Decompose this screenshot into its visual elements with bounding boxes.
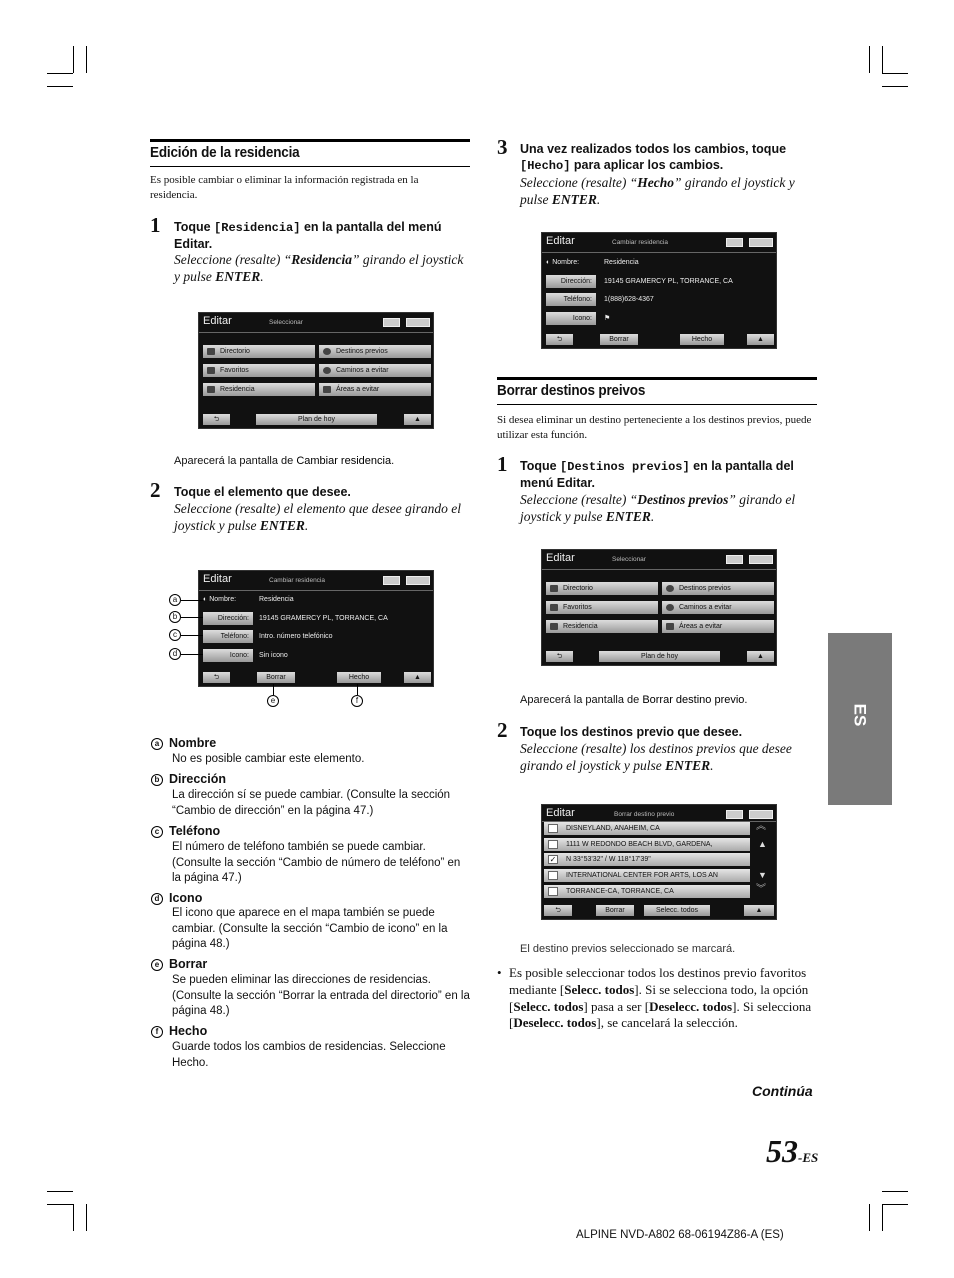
nombre-label: ◐ Nombre: <box>203 596 237 603</box>
def-direccion-desc: La dirección sí se puede cambiar. (Consulte la sección “Cambio de dirección” en la página 47.) <box>172 789 451 817</box>
nombre-label: ◐ Nombre: <box>546 259 580 266</box>
telefono-value: Intro. número telefónico <box>259 633 333 640</box>
page-up-icon[interactable]: ︽ <box>756 821 766 832</box>
borrar-destino-screen <box>541 804 777 920</box>
heart-icon <box>207 367 215 374</box>
no-area-icon <box>666 623 674 630</box>
home-name-icon: ◐ <box>203 596 208 603</box>
callout-d: d <box>169 648 181 660</box>
section-title-edicion: Edición de la residencia <box>150 144 300 161</box>
step1-detail: Seleccione (resalte) “Residencia” girando el joystick y pulse ENTER. <box>174 252 464 284</box>
destinos-previos-button[interactable]: Destinos previos <box>319 345 431 358</box>
residencia-button[interactable]: Residencia <box>546 620 658 633</box>
screen-title: Editar <box>203 315 232 327</box>
def-borrar: e Borrar <box>151 957 207 971</box>
step2-right-detail: Seleccione (resalte) los destinos previos que desee girando el joystick y pulse ENTER. <box>520 741 792 773</box>
back-button[interactable]: ⮌ <box>546 334 573 345</box>
step2-detail: Seleccione (resalte) el elemento que desee girando el joystick y pulse ENTER. <box>174 501 462 533</box>
house-icon <box>207 386 215 393</box>
no-road-icon <box>666 604 674 611</box>
intro-borrar: Si desea eliminar un destino perteneciente a los destinos previos, puede utilizar esta función. <box>497 414 812 441</box>
up-button[interactable]: ▲ <box>404 414 431 425</box>
editar-menu-screen-2 <box>541 549 777 666</box>
heart-icon <box>550 604 558 611</box>
destino-row-selected[interactable]: ✓ N 33°53'32" / W 118°17'39" <box>544 853 750 866</box>
language-tab <box>828 633 892 805</box>
screen-title: Editar <box>546 807 575 819</box>
def-telefono: c Teléfono <box>151 824 220 838</box>
flag-icon: ⚑ <box>604 315 611 322</box>
destino-row[interactable]: 1111 W REDONDO BEACH BLVD, GARDENA, <box>544 838 750 851</box>
icono-button[interactable]: Icono: <box>203 649 253 662</box>
destino-row[interactable]: INTERNATIONAL CENTER FOR ARTS, LOS AN <box>544 869 750 882</box>
nombre-value: Residencia <box>604 259 639 266</box>
screen-icon[interactable] <box>383 576 400 585</box>
def-nombre-desc: No es posible cambiar este elemento. <box>172 753 365 765</box>
callout-c: c <box>169 629 181 641</box>
step1-right-detail: Seleccione (resalte) “Destinos previos” girando el joystick y pulse ENTER. <box>520 492 796 524</box>
caminos-evitar-button[interactable]: Caminos a evitar <box>662 601 774 614</box>
keypad-icon[interactable] <box>749 555 773 564</box>
checkbox[interactable] <box>548 871 558 880</box>
caption-destino-marcado: El destino previos seleccionado se marcará. <box>520 943 736 955</box>
keypad-icon[interactable] <box>406 576 430 585</box>
destino-row[interactable]: DISNEYLAND, ANAHEIM, CA <box>544 822 750 835</box>
up-button[interactable]: ▲ <box>404 672 431 683</box>
back-button[interactable]: ⮌ <box>203 414 230 425</box>
screen-subtitle: Seleccionar <box>269 319 303 326</box>
step-number: 2 <box>150 478 161 502</box>
directory-icon <box>207 348 215 355</box>
language-tab-label: ES <box>850 703 870 727</box>
intro-edicion: Es posible cambiar o eliminar la información registrada en la residencia. <box>150 174 419 201</box>
direccion-value: 19145 GRAMERCY PL, TORRANCE, CA <box>259 615 388 622</box>
callout-a: a <box>169 594 181 606</box>
step1-right-instruction: Toque [Destinos previos] en la pantalla del menú Editar. <box>520 459 794 490</box>
keypad-icon[interactable] <box>749 238 773 247</box>
destino-row[interactable]: TORRANCE-CA, TORRANCE, CA <box>544 885 750 898</box>
areas-evitar-button[interactable]: Áreas a evitar <box>662 620 774 633</box>
up-button[interactable]: ▲ <box>747 334 774 345</box>
callout-e: e <box>267 695 279 707</box>
borrar-button[interactable]: Borrar <box>600 334 638 345</box>
up-button[interactable]: ▲ <box>747 651 774 662</box>
telefono-button[interactable]: Teléfono: <box>203 630 253 643</box>
caption-borrar-destino: Aparecerá la pantalla de Borrar destino previo. <box>520 694 748 706</box>
direccion-button[interactable]: Dirección: <box>546 275 596 288</box>
areas-evitar-button[interactable]: Áreas a evitar <box>319 383 431 396</box>
plan-de-hoy-button[interactable]: Plan de hoy <box>256 414 377 425</box>
screen-subtitle: Cambiar residencia <box>269 577 325 584</box>
editar-menu-screen <box>198 312 434 429</box>
direccion-button[interactable]: Dirección: <box>203 612 253 625</box>
step2-right-instruction: Toque los destinos previo que desee. <box>520 725 743 739</box>
selecc-todos-button[interactable]: Selecc. todos <box>644 905 710 916</box>
section-title-borrar: Borrar destinos preivos <box>497 382 646 399</box>
def-hecho-desc: Guarde todos los cambios de residencias. Seleccione Hecho. <box>172 1041 446 1069</box>
back-button[interactable]: ⮌ <box>203 672 230 683</box>
step3-detail: Seleccione (resalte) “Hecho” girando el joystick y pulse ENTER. <box>520 175 795 207</box>
def-borrar-desc: Se pueden eliminar las direcciones de residencias. (Consulte la sección “Borrar la entrada del directorio” en la página 48.) <box>172 974 470 1017</box>
caminos-evitar-button[interactable]: Caminos a evitar <box>319 364 431 377</box>
scroll-down-icon[interactable]: ▼ <box>758 870 767 880</box>
callout-f: f <box>351 695 363 707</box>
step2-instruction: Toque el elemento que desee. <box>174 485 351 499</box>
screen-icon[interactable] <box>726 810 743 819</box>
cambiar-residencia-screen <box>198 570 434 687</box>
screen-icon[interactable] <box>726 555 743 564</box>
telefono-value: 1(888)628-4367 <box>604 296 654 303</box>
directory-icon <box>550 585 558 592</box>
icono-button[interactable]: Icono: <box>546 312 596 325</box>
bullet-selecc-todos: Es posible seleccionar todos los destinos previo favoritos mediante [Selecc. todos]. Si se selecciona todo, la opción [Selecc. todos] pasa a ser [Deselecc. todos]. Si selecciona [Deselecc. todos], se cancelará la selección. <box>509 965 812 1031</box>
residencia-button[interactable]: Residencia <box>203 383 315 396</box>
def-nombre: a Nombre <box>151 736 216 750</box>
borrar-button[interactable]: Borrar <box>257 672 295 683</box>
no-road-icon <box>323 367 331 374</box>
callout-b: b <box>169 611 181 623</box>
destinos-previos-button[interactable]: Destinos previos <box>662 582 774 595</box>
caption-cambiar-residencia: Aparecerá la pantalla de Cambiar residencia. <box>174 455 395 467</box>
up-button[interactable]: ▲ <box>744 905 774 916</box>
favoritos-button[interactable]: Favoritos <box>203 364 315 377</box>
checkmark-icon[interactable]: ✓ <box>549 854 557 864</box>
def-telefono-desc: El número de teléfono también se puede cambiar. (Consulte la sección “Cambio de número de teléfono” en la página 47.) <box>172 841 461 884</box>
checkbox[interactable] <box>548 824 558 833</box>
house-icon <box>550 623 558 630</box>
direccion-value: 19145 GRAMERCY PL, TORRANCE, CA <box>604 278 733 285</box>
screen-icon[interactable] <box>726 238 743 247</box>
favoritos-button[interactable]: Favoritos <box>546 601 658 614</box>
scroll-up-icon[interactable]: ▲ <box>758 839 767 849</box>
borrar-button[interactable]: Borrar <box>596 905 634 916</box>
screen-icon[interactable] <box>383 318 400 327</box>
footer-model: ALPINE NVD-A802 68-06194Z86-A (ES) <box>576 1229 784 1241</box>
step-number: 3 <box>497 135 508 159</box>
screen-subtitle: Seleccionar <box>612 556 646 563</box>
keypad-icon[interactable] <box>406 318 430 327</box>
hecho-button[interactable]: Hecho <box>680 334 724 345</box>
screen-subtitle: Cambiar residencia <box>612 239 668 246</box>
step-number: 2 <box>497 718 508 742</box>
back-button[interactable]: ⮌ <box>544 905 572 916</box>
def-icono-desc: El icono que aparece en el mapa también se puede cambiar. (Consulte la sección “Cambio de icono” en la página 48.) <box>172 907 448 950</box>
def-direccion: b Dirección <box>151 772 226 786</box>
plan-de-hoy-button[interactable]: Plan de hoy <box>599 651 720 662</box>
directorio-button[interactable]: Directorio <box>203 345 315 358</box>
nombre-value: Residencia <box>259 596 294 603</box>
screen-title: Editar <box>546 552 575 564</box>
directorio-button[interactable]: Directorio <box>546 582 658 595</box>
bullet-dot: • <box>497 965 502 980</box>
screen-subtitle: Borrar destino previo <box>614 811 675 818</box>
screen-title: Editar <box>546 235 575 247</box>
step1-instruction: Toque [Residencia] en la pantalla del menú Editar. <box>174 220 442 251</box>
cambiar-residencia-completed-screen <box>541 232 777 349</box>
page-number: 53-ES <box>766 1133 819 1169</box>
step3-instruction: Una vez realizados todos los cambios, toque [Hecho] para aplicar los cambios. <box>520 142 787 173</box>
keypad-icon[interactable] <box>749 810 773 819</box>
screen-title: Editar <box>203 573 232 585</box>
checkbox[interactable] <box>548 840 558 849</box>
home-name-icon: ◐ <box>546 259 551 266</box>
def-icono: d Icono <box>151 891 202 905</box>
clock-icon <box>323 348 331 355</box>
icono-value: Sin icono <box>259 652 288 659</box>
checkbox[interactable] <box>548 887 558 896</box>
def-hecho: f Hecho <box>151 1024 207 1038</box>
continua-label: Continúa <box>752 1083 813 1099</box>
back-button[interactable]: ⮌ <box>546 651 573 662</box>
step-number: 1 <box>150 213 161 237</box>
page-down-icon[interactable]: ︾ <box>756 884 766 895</box>
telefono-button[interactable]: Teléfono: <box>546 293 596 306</box>
no-area-icon <box>323 386 331 393</box>
hecho-button[interactable]: Hecho <box>337 672 381 683</box>
clock-icon <box>666 585 674 592</box>
step-number: 1 <box>497 452 508 476</box>
